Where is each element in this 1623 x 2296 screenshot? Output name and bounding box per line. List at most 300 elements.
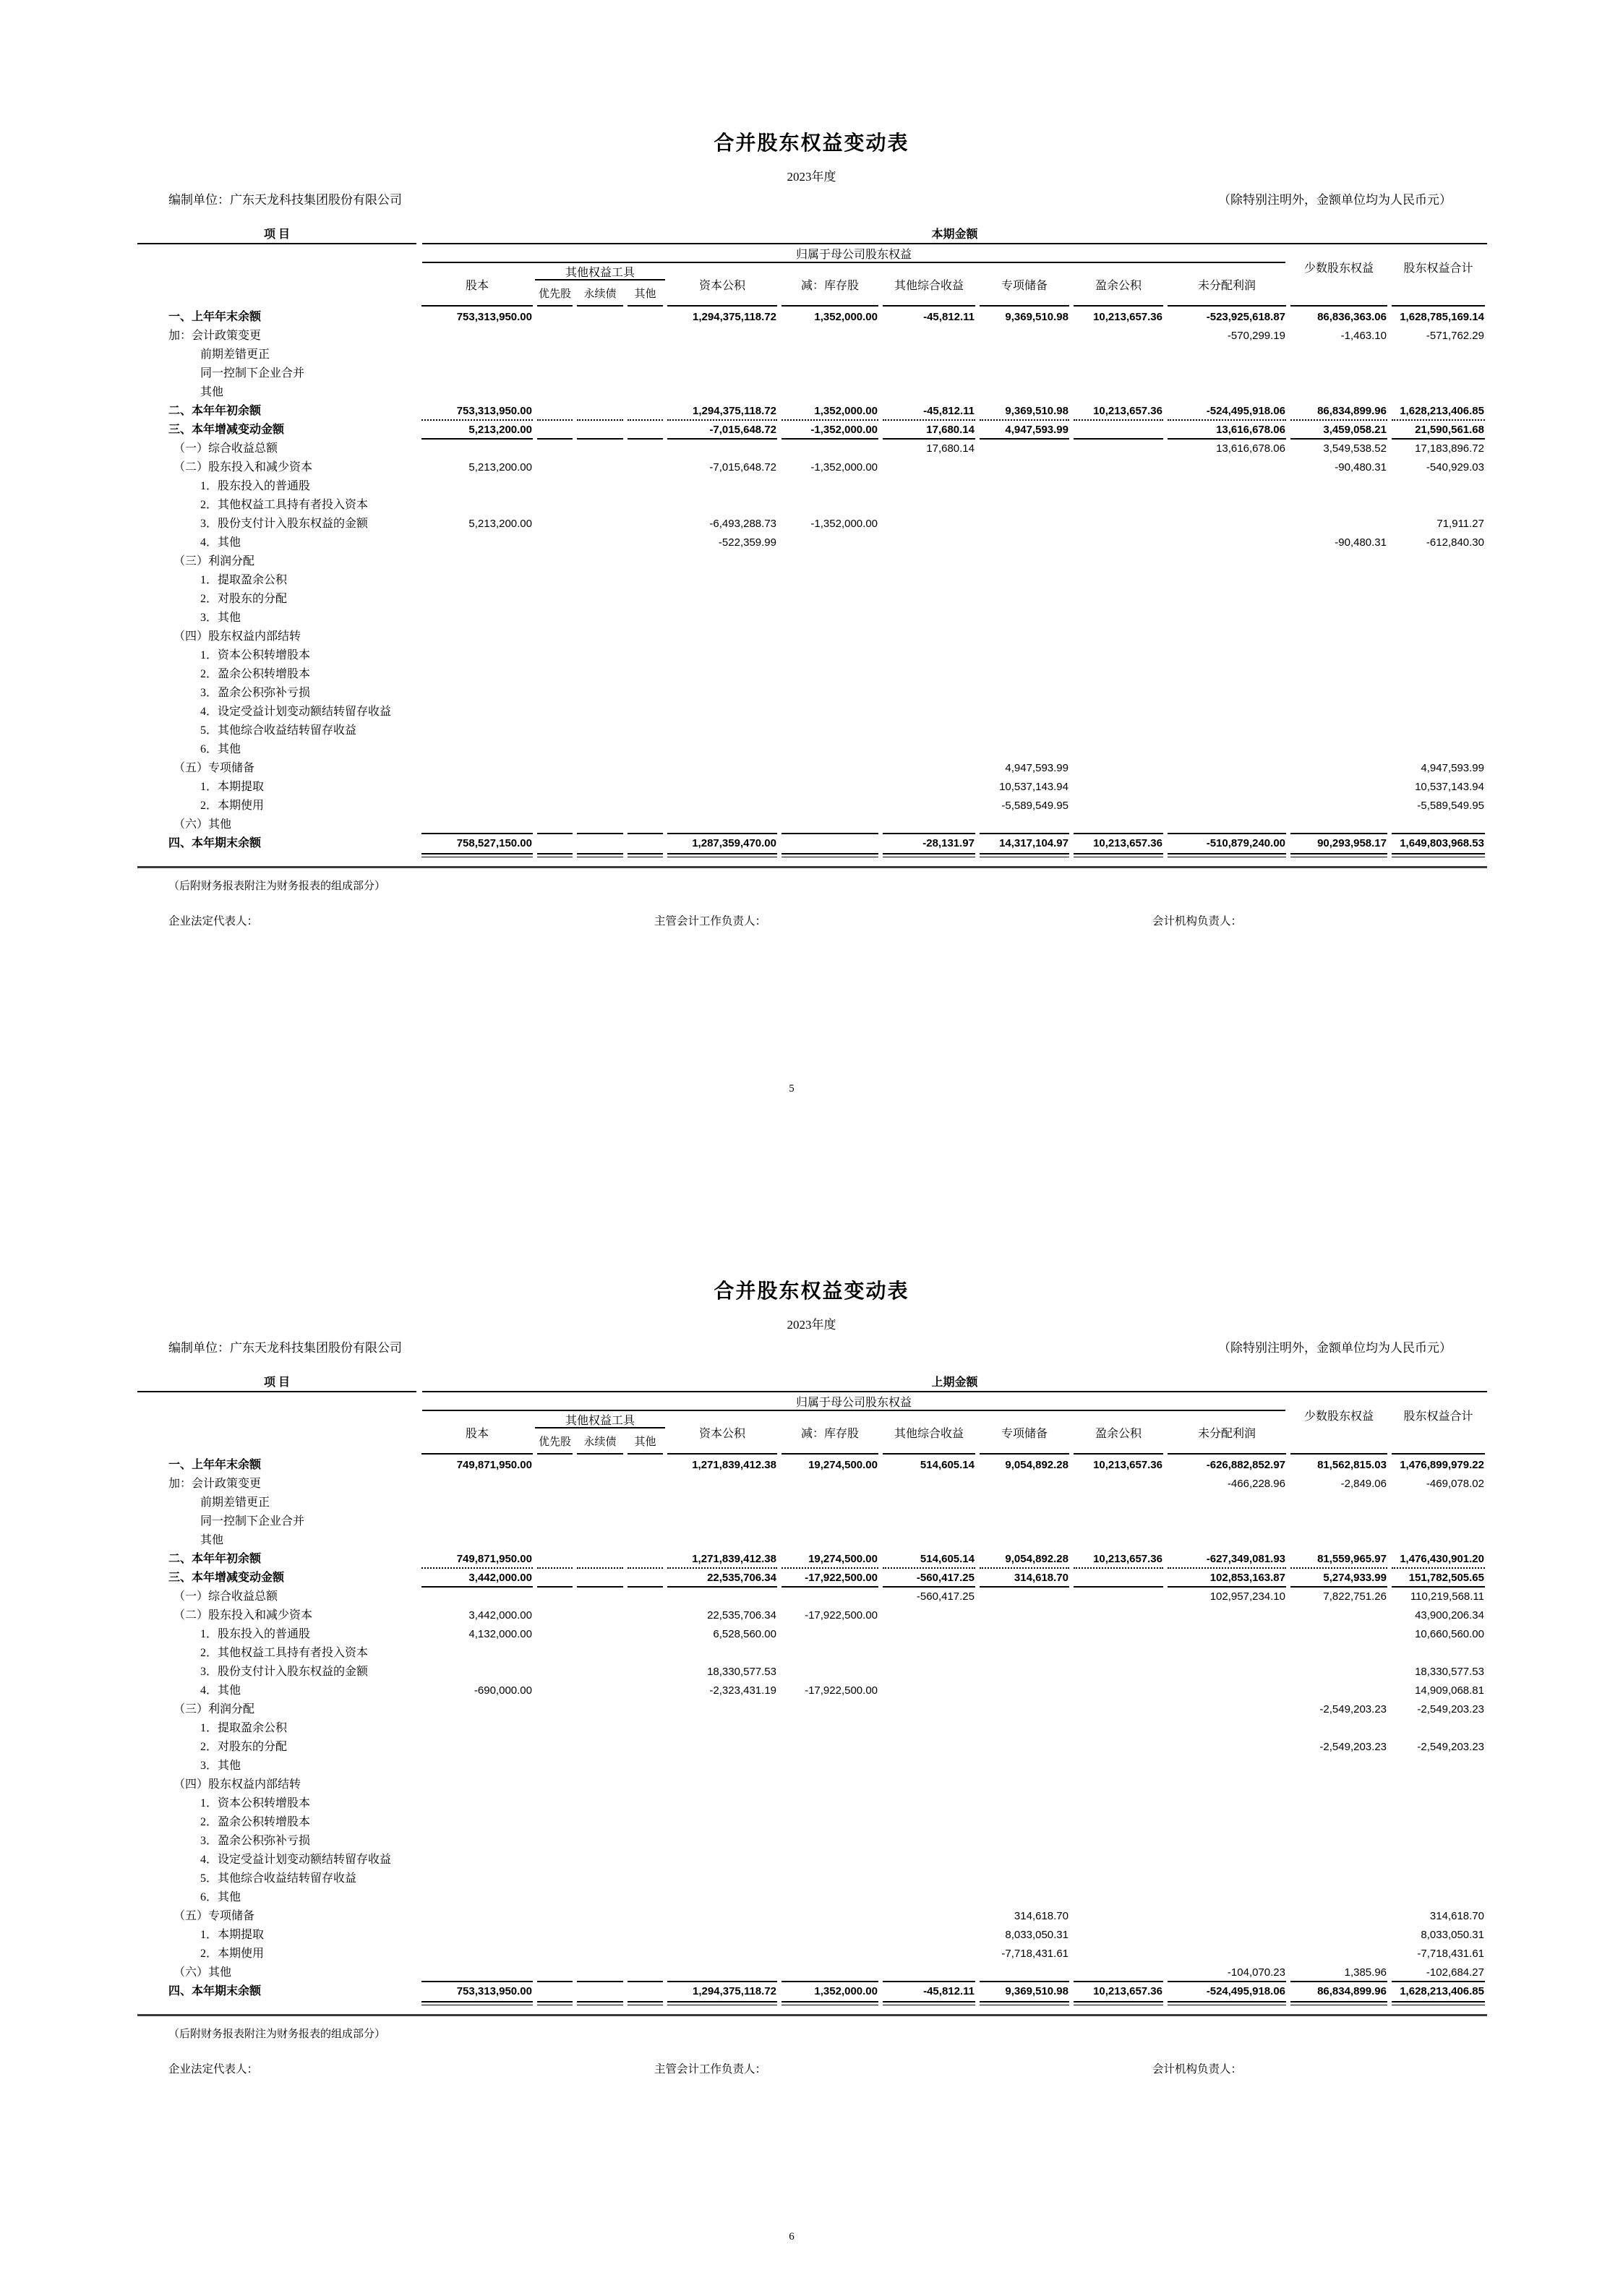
- table-cell: [419, 759, 535, 778]
- table-cell: [977, 703, 1071, 721]
- table-cell: [625, 477, 665, 496]
- prepared-by: 编制单位：广东天龙科技集团股份有限公司: [168, 1341, 402, 1355]
- table-cell: [625, 421, 665, 440]
- table-cell: [1071, 797, 1165, 815]
- table-row: [137, 1625, 1487, 1644]
- table-cell: [1165, 1794, 1288, 1813]
- signature-legal-representative: 企业法定代表人：: [168, 2063, 259, 2076]
- table-cell: [625, 1606, 665, 1625]
- table-cell: 102,957,234.10: [1209, 1590, 1285, 1603]
- table-cell: [419, 327, 535, 346]
- header-rule: [628, 305, 663, 307]
- table-cell: [535, 1606, 575, 1625]
- table-cell: 10,213,657.36: [1071, 1982, 1165, 2001]
- row-label: 5．其他综合收益结转留存收益: [200, 1872, 357, 1885]
- table-cell: [977, 1757, 1071, 1775]
- table-cell: [1389, 552, 1487, 571]
- table-cell: [881, 1738, 977, 1757]
- table-cell: [625, 308, 665, 327]
- table-cell: [625, 834, 665, 853]
- table-cell: [977, 1832, 1071, 1851]
- table-cell: [1389, 703, 1487, 721]
- table-cell: [881, 759, 977, 778]
- table-row: [137, 1963, 1487, 1982]
- table-row: [137, 1663, 1487, 1682]
- table-cell: [1288, 346, 1389, 364]
- table-cell: [1389, 571, 1487, 590]
- table-cell: [1071, 1625, 1165, 1644]
- table-cell: [575, 421, 625, 440]
- row-label: （四）股东权益内部结转: [174, 1778, 301, 1791]
- table-cell: [1389, 477, 1487, 496]
- table-cell: [881, 496, 977, 515]
- table-cell: [665, 1945, 779, 1963]
- table-cell: [535, 627, 575, 646]
- row-label: 5．其他综合收益结转留存收益: [200, 724, 357, 737]
- table-cell: [1288, 477, 1389, 496]
- table-cell: [1288, 778, 1389, 797]
- table-row: [137, 1794, 1487, 1813]
- table-header: [137, 1371, 1487, 1456]
- table-cell: 4,947,593.99: [1005, 762, 1069, 774]
- row-label: 3．盈余公积弥补亏损: [200, 1835, 311, 1847]
- table-cell: [535, 440, 575, 458]
- table-cell: [1165, 552, 1288, 571]
- table-row: [137, 1907, 1487, 1926]
- table-cell: [625, 1982, 665, 2001]
- table-cell: [625, 383, 665, 402]
- table-cell: [625, 1738, 665, 1757]
- table-cell: [419, 646, 535, 665]
- table-cell: [977, 684, 1071, 703]
- table-cell: [1165, 1494, 1288, 1512]
- table-cell: [977, 590, 1071, 609]
- table-cell: [1389, 1813, 1487, 1832]
- row-label: 1．本期提取: [200, 1929, 265, 1941]
- table-cell: -540,929.03: [1426, 461, 1484, 474]
- table-cell: [625, 665, 665, 684]
- table-row: [137, 421, 1487, 440]
- table-cell: 6,528,560.00: [713, 1628, 776, 1640]
- row-label: 2．其他权益工具持有者投入资本: [200, 1647, 369, 1659]
- table-cell: 758,527,150.00: [419, 834, 535, 853]
- table-cell: [1288, 1813, 1389, 1832]
- table-cell: [977, 1719, 1071, 1738]
- table-cell: [419, 740, 535, 759]
- table-cell: [419, 1588, 535, 1606]
- signature-chief-accountant: 主管会计工作负责人：: [654, 915, 767, 928]
- table-cell: 13,616,678.06: [1216, 442, 1285, 455]
- table-cell: [575, 1588, 625, 1606]
- table-cell: [575, 703, 625, 721]
- table-cell: [625, 1869, 665, 1888]
- table-cell: [575, 402, 625, 421]
- table-cell: [625, 571, 665, 590]
- table-cell: [1288, 552, 1389, 571]
- table-cell: [1071, 609, 1165, 627]
- table-cell: [535, 421, 575, 440]
- table-cell: [1071, 571, 1165, 590]
- table-cell: [1165, 703, 1288, 721]
- table-cell: [1165, 1738, 1288, 1757]
- header-rule: [1074, 305, 1163, 307]
- table-cell: [1165, 1625, 1288, 1644]
- table-cell: [881, 815, 977, 834]
- column-header-9: 未分配利润: [1197, 1427, 1256, 1440]
- table-cell: [625, 364, 665, 383]
- table-cell: [977, 1625, 1071, 1644]
- table-cell: 21,590,561.68: [1389, 421, 1487, 440]
- other-equity-instruments-group-header: 其他权益工具: [535, 263, 665, 280]
- header-rule: [421, 1453, 533, 1455]
- table-cell: [535, 1512, 575, 1531]
- table-cell: [535, 1588, 575, 1606]
- table-cell: [881, 477, 977, 496]
- table-cell: [419, 665, 535, 684]
- table-cell: 10,537,143.94: [1415, 781, 1484, 793]
- table-cell: [625, 534, 665, 552]
- row-label: 四、本年期末余额: [168, 837, 262, 849]
- row-label: （一）综合收益总额: [174, 442, 278, 455]
- table-cell: [1165, 740, 1288, 759]
- table-cell: [419, 383, 535, 402]
- table-cell: [535, 383, 575, 402]
- table-cell: [419, 1663, 535, 1682]
- table-cell: [779, 646, 881, 665]
- table-cell: [881, 383, 977, 402]
- preferred-shares-header: 优先股: [538, 288, 571, 300]
- table-cell: [535, 1569, 575, 1588]
- row-label: （五）专项储备: [174, 1910, 255, 1922]
- table-cell: 14,909,068.81: [1415, 1684, 1484, 1697]
- table-cell: [419, 1888, 535, 1907]
- page-title: 合并股东权益变动表: [714, 132, 909, 155]
- table-cell: [535, 458, 575, 477]
- table-cell: [1389, 721, 1487, 740]
- table-cell: [625, 1963, 665, 1982]
- table-cell: [977, 346, 1071, 364]
- table-cell: [575, 1494, 625, 1512]
- table-row: [137, 458, 1487, 477]
- table-cell: [419, 1813, 535, 1832]
- column-header-7: 专项储备: [1001, 1427, 1048, 1440]
- table-cell: [575, 1719, 625, 1738]
- table-cell: [535, 1963, 575, 1982]
- table-cell: [535, 740, 575, 759]
- table-cell: [665, 1719, 779, 1738]
- table-row: [137, 590, 1487, 609]
- column-header-9: 未分配利润: [1197, 279, 1256, 292]
- table-cell: [625, 684, 665, 703]
- table-cell: [977, 1644, 1071, 1663]
- table-cell: [977, 458, 1071, 477]
- table-cell: [665, 496, 779, 515]
- table-cell: [1288, 740, 1389, 759]
- header-rule: [667, 1453, 777, 1455]
- parent-company-equity-group-header: 归属于母公司股东权益: [422, 244, 1285, 263]
- table-row: [137, 609, 1487, 627]
- table-cell: [625, 1926, 665, 1945]
- table-cell: [1389, 1794, 1487, 1813]
- table-cell: [881, 1512, 977, 1531]
- table-cell: [779, 1869, 881, 1888]
- table-cell: -524,495,918.06: [1165, 1982, 1288, 2001]
- table-cell: [1071, 327, 1165, 346]
- table-cell: [779, 665, 881, 684]
- table-cell: [575, 383, 625, 402]
- table-cell: [575, 1644, 625, 1663]
- table-cell: [977, 815, 1071, 834]
- header-rule: [980, 305, 1069, 307]
- table-cell: [535, 1494, 575, 1512]
- table-cell: [779, 534, 881, 552]
- table-cell: 18,330,577.53: [1415, 1666, 1484, 1678]
- table-cell: [881, 458, 977, 477]
- table-cell: -7,015,648.72: [709, 461, 776, 474]
- table-cell: 749,871,950.00: [456, 1459, 532, 1471]
- table-cell: 1,352,000.00: [779, 1982, 881, 2001]
- column-header-6: 其他综合收益: [894, 1427, 964, 1440]
- row-label: 2．本期使用: [200, 1948, 265, 1960]
- row-label: 四、本年期末余额: [168, 1985, 262, 1997]
- row-label: 其他: [200, 386, 224, 398]
- row-label: 3．股份支付计入股东权益的金额: [200, 518, 369, 530]
- table-cell: [1071, 1606, 1165, 1625]
- table-cell: [625, 1794, 665, 1813]
- table-row: [137, 515, 1487, 534]
- table-cell: [1389, 1775, 1487, 1794]
- table-cell: [419, 571, 535, 590]
- table-cell: [1389, 1719, 1487, 1738]
- table-cell: [1288, 703, 1389, 721]
- row-label: 4．设定受益计划变动额结转留存收益: [200, 1854, 392, 1866]
- table-row: [137, 740, 1487, 759]
- table-row: [137, 1888, 1487, 1907]
- table-cell: -571,762.29: [1426, 330, 1484, 342]
- table-cell: [1165, 383, 1288, 402]
- table-row: [137, 1644, 1487, 1663]
- table-cell: 3,442,000.00: [419, 1569, 535, 1588]
- table-cell: 8,033,050.31: [1005, 1929, 1069, 1941]
- table-cell: -466,228.96: [1227, 1478, 1285, 1490]
- table-cell: [1288, 665, 1389, 684]
- table-cell: [1071, 515, 1165, 534]
- table-cell: [1071, 721, 1165, 740]
- table-cell: [575, 834, 625, 853]
- table-cell: [779, 1588, 881, 1606]
- item-column-header: 项 目: [137, 1371, 416, 1392]
- table-cell: [779, 1531, 881, 1550]
- row-label: 2．盈余公积转增股本: [200, 668, 311, 680]
- table-cell: [977, 1700, 1071, 1719]
- table-cell: [1288, 1663, 1389, 1682]
- table-cell: [881, 1888, 977, 1907]
- row-label: 二、本年年初余额: [168, 405, 262, 417]
- table-cell: [1288, 1606, 1389, 1625]
- table-cell: 9,054,892.28: [977, 1550, 1071, 1569]
- table-cell: [665, 1775, 779, 1794]
- table-cell: [1165, 1832, 1288, 1851]
- table-cell: [419, 1869, 535, 1888]
- table-row: [137, 1588, 1487, 1606]
- table-cell: [625, 327, 665, 346]
- table-cell: [881, 721, 977, 740]
- table-cell: [419, 364, 535, 383]
- table-cell: [977, 571, 1071, 590]
- table-cell: [419, 684, 535, 703]
- table-cell: [1165, 590, 1288, 609]
- table-cell: [881, 327, 977, 346]
- table-cell: 514,605.14: [881, 1550, 977, 1569]
- table-cell: [625, 1531, 665, 1550]
- row-label: 同一控制下企业合并: [200, 367, 305, 380]
- table-cell: [665, 703, 779, 721]
- table-cell: [779, 759, 881, 778]
- row-label: 加：会计政策变更: [168, 330, 262, 342]
- table-row: [137, 440, 1487, 458]
- table-cell: [665, 1512, 779, 1531]
- table-cell: [625, 1456, 665, 1475]
- total-equity-header: 股东权益合计: [1403, 262, 1473, 275]
- table-cell: [1389, 364, 1487, 383]
- table-cell: [419, 1644, 535, 1663]
- table-cell: 17,680.14: [926, 442, 975, 455]
- row-label: （五）专项储备: [174, 762, 255, 774]
- table-cell: [1165, 721, 1288, 740]
- table-cell: -45,812.11: [881, 402, 977, 421]
- table-cell: [1165, 1663, 1288, 1682]
- table-cell: [779, 1832, 881, 1851]
- table-cell: [1071, 1588, 1165, 1606]
- table-cell: [977, 1682, 1071, 1700]
- table-cell: [419, 627, 535, 646]
- table-cell: [881, 346, 977, 364]
- table-cell: [1071, 1531, 1165, 1550]
- table-row: [137, 1851, 1487, 1869]
- share-capital-header: 股本: [465, 279, 489, 292]
- table-cell: [419, 1475, 535, 1494]
- table-cell: [1071, 815, 1165, 834]
- table-cell: [881, 1682, 977, 1700]
- column-header-4: 资本公积: [698, 279, 745, 292]
- table-cell: 1,271,839,412.38: [692, 1459, 776, 1471]
- table-cell: 8,033,050.31: [1421, 1929, 1484, 1941]
- table-cell: [1071, 1832, 1165, 1851]
- column-header-5: 减：库存股: [800, 1427, 859, 1440]
- table-cell: 86,834,899.96: [1288, 402, 1389, 421]
- table-cell: [665, 1869, 779, 1888]
- table-cell: [1071, 1945, 1165, 1963]
- table-cell: [419, 1531, 535, 1550]
- table-cell: [1165, 815, 1288, 834]
- table-cell: [779, 1926, 881, 1945]
- table-cell: [575, 1606, 625, 1625]
- signature-accounting-head: 会计机构负责人：: [1152, 2063, 1243, 2076]
- table-cell: [1165, 496, 1288, 515]
- header-rule: [667, 305, 777, 307]
- table-cell: -17,922,500.00: [805, 1684, 878, 1697]
- table-row: [137, 571, 1487, 590]
- table-cell: [665, 1738, 779, 1757]
- table-row: [137, 1682, 1487, 1700]
- table-cell: [1389, 740, 1487, 759]
- table-cell: [1071, 1663, 1165, 1682]
- table-cell: [881, 703, 977, 721]
- table-row: [137, 1869, 1487, 1888]
- table-cell: [779, 740, 881, 759]
- table-cell: [665, 740, 779, 759]
- table-cell: [881, 571, 977, 590]
- table-cell: [881, 1794, 977, 1813]
- table-cell: [977, 1813, 1071, 1832]
- table-cell: [1165, 1926, 1288, 1945]
- table-cell: [535, 759, 575, 778]
- table-cell: [1071, 1494, 1165, 1512]
- table-cell: [535, 1531, 575, 1550]
- header-rule: [537, 1453, 573, 1455]
- row-label: 1．提取盈余公积: [200, 574, 288, 586]
- signature-accounting-head: 会计机构负责人：: [1152, 915, 1243, 928]
- table-cell: [881, 1644, 977, 1663]
- table-cell: [779, 1757, 881, 1775]
- table-cell: [419, 346, 535, 364]
- table-cell: [977, 477, 1071, 496]
- table-cell: [881, 590, 977, 609]
- table-row: [137, 665, 1487, 684]
- currency-unit-note: （除特别注明外，金额单位均为人民币元）: [1218, 1341, 1452, 1355]
- perpetual-bonds-header: 永续债: [583, 288, 617, 300]
- row-label: 4．其他: [200, 536, 241, 549]
- column-header-7: 专项储备: [1001, 279, 1048, 292]
- table-cell: 5,274,933.99: [1288, 1569, 1389, 1588]
- table-cell: [977, 1738, 1071, 1757]
- table-cell: [1288, 1775, 1389, 1794]
- table-cell: [575, 778, 625, 797]
- table-cell: [881, 364, 977, 383]
- table-cell: [665, 1588, 779, 1606]
- table-cell: 4,947,593.99: [977, 421, 1071, 440]
- table-cell: 86,836,363.06: [1317, 311, 1387, 323]
- row-label: （六）其他: [174, 818, 232, 831]
- table-cell: [881, 1813, 977, 1832]
- table-cell: [1389, 1757, 1487, 1775]
- table-cell: [977, 1794, 1071, 1813]
- table-cell: -5,589,549.95: [1001, 800, 1069, 812]
- table-bottom-rule: [137, 866, 1487, 868]
- table-cell: [1288, 571, 1389, 590]
- table-cell: [1288, 1625, 1389, 1644]
- table-cell: [665, 1794, 779, 1813]
- table-cell: [1071, 1775, 1165, 1794]
- table-cell: [665, 1907, 779, 1926]
- table-cell: [419, 703, 535, 721]
- table-row: [137, 703, 1487, 721]
- table-cell: [419, 1832, 535, 1851]
- table-cell: [1288, 797, 1389, 815]
- table-cell: [1288, 646, 1389, 665]
- table-cell: [419, 1757, 535, 1775]
- table-cell: 1,628,213,406.85: [1389, 402, 1487, 421]
- table-cell: [575, 759, 625, 778]
- table-cell: [1288, 1494, 1389, 1512]
- table-cell: [575, 1700, 625, 1719]
- table-cell: [575, 1963, 625, 1982]
- table-cell: [575, 1869, 625, 1888]
- row-label: 同一控制下企业合并: [200, 1515, 305, 1528]
- page-number: 6: [789, 2231, 795, 2243]
- table-cell: 3,442,000.00: [468, 1609, 532, 1622]
- table-cell: [575, 458, 625, 477]
